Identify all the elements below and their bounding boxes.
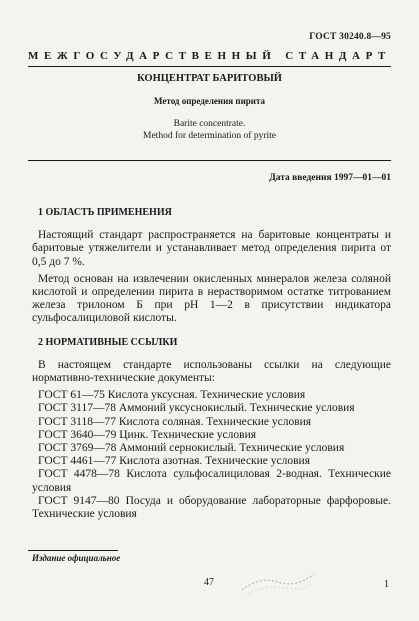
reference-item: ГОСТ 3640—79 Цинк. Технические условия [38,428,257,441]
section2-heading: 2 НОРМАТИВНЫЕ ССЫЛКИ [38,336,178,348]
english-title-line1: Barite concentrate. [173,119,246,129]
faint-stamp-mark [238,568,318,598]
section1-paragraph2: Метод основан на извлечении окисленных минералов железа соляной кислотой и определении пирита в нерастворимом остатке титрованием железа трилоном Б при pH 1—2 в присутствии индикатора сульфосалициловой кислоты. [32,272,391,325]
english-title [0,118,419,142]
footer-rule [28,550,118,551]
effective-date: Дата введения 1997—01—01 [269,173,391,183]
page-number-center: 47 [204,577,214,588]
reference-item: ГОСТ 3769—78 Аммоний сернокислый. Технические условия [38,442,345,455]
page-number-right: 1 [384,579,389,590]
reference-item: ГОСТ 9147—80 Посуда и оборудование лабораторные фарфоровые. Технические условия [32,494,391,521]
standard-type-line [28,50,391,62]
standard-left-word: МЕЖГОСУДАРСТВЕННЫЙ [28,50,277,62]
edition-label: Издание официальное [32,553,121,563]
reference-item: ГОСТ 4461—77 Кислота азотная. Технические условия [38,455,310,468]
reference-item: ГОСТ 61—75 Кислота уксусная. Технические условия [38,389,306,402]
document-title: КОНЦЕНТРАТ БАРИТОВЫЙ [137,73,282,84]
reference-item: ГОСТ 3117—78 Аммоний уксуснокислый. Технические условия [38,402,355,415]
section2-intro: В настоящем стандарте использованы ссылки на следующие нормативно-технические документы: [32,358,391,385]
document-subtitle: Метод определения пирита [154,96,265,106]
section1-heading: 1 ОБЛАСТЬ ПРИМЕНЕНИЯ [38,207,172,218]
reference-item: ГОСТ 4478—78 Кислота сульфосалициловая 2-водная. Технические условия [32,468,391,494]
title-rule [28,160,391,161]
document-body [32,198,391,521]
header-rule [28,66,391,67]
english-title-line2: Method for determination of pyrite [143,131,276,141]
reference-list [32,389,391,521]
gost-number: ГОСТ 30240.8—95 [309,32,391,42]
standard-right-word: СТАНДАРТ [285,50,391,62]
section1-paragraph1: Настоящий стандарт распространяется на баритовые концентраты и баритовые утяжелители и устанавливает метод определения пирита от 0,5 до 7 %. [32,229,391,268]
reference-item: ГОСТ 3118—77 Кислота соляная. Технические условия [38,415,312,428]
